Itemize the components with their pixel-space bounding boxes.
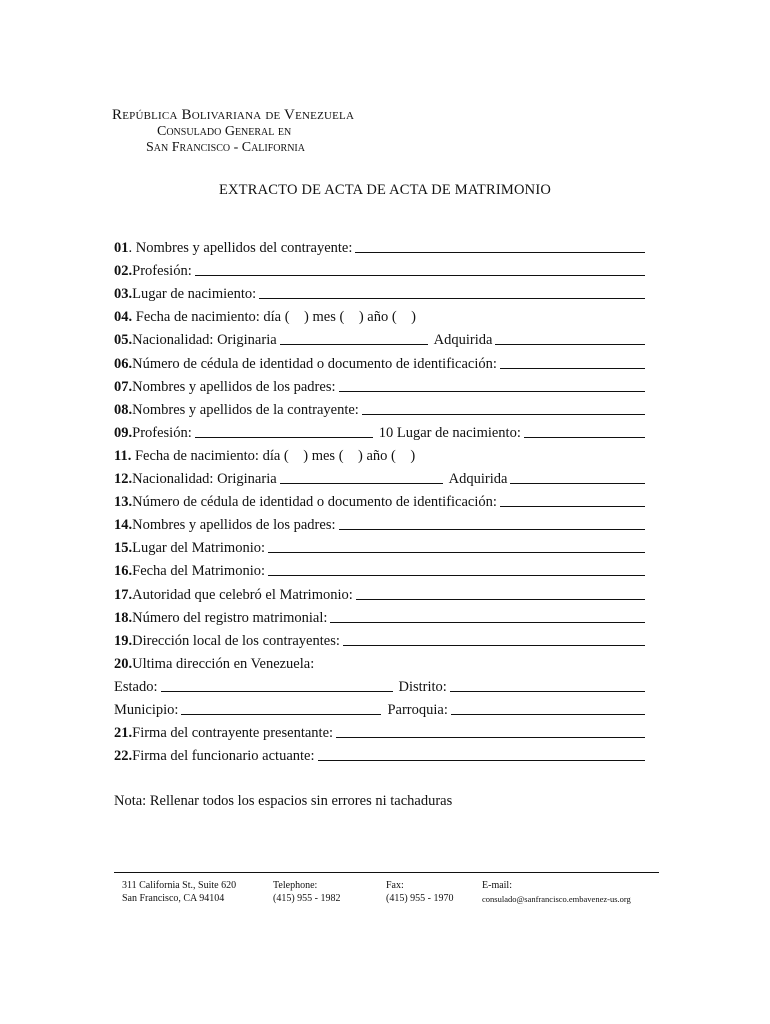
fill-line[interactable] xyxy=(259,297,645,299)
footer-divider xyxy=(114,872,659,873)
field-row xyxy=(114,465,645,488)
field-number: 08. xyxy=(114,401,133,418)
field-number: 07. xyxy=(114,378,133,395)
consulate-header xyxy=(112,107,354,156)
field-label: Firma del contrayente presentante: xyxy=(132,725,334,742)
field-number: 22. xyxy=(114,748,133,765)
field-label: Nombres y apellidos de la contrayente: xyxy=(132,401,359,418)
fill-line[interactable] xyxy=(336,736,645,738)
fill-line[interactable] xyxy=(195,274,645,276)
field-number: 16. xyxy=(114,563,133,580)
field-row xyxy=(114,696,645,719)
fill-line[interactable] xyxy=(343,644,645,646)
fax-label: Fax: xyxy=(386,880,404,891)
field-row xyxy=(114,580,645,603)
fill-line[interactable] xyxy=(355,251,645,253)
field-label: Nacionalidad: Originaria xyxy=(132,332,277,349)
field-row xyxy=(114,419,645,442)
field-number: 19. xyxy=(114,632,133,649)
field-label: Adquirida xyxy=(448,471,508,488)
field-number: 20. xyxy=(114,655,133,672)
field-label: Dirección local de los contrayentes: xyxy=(132,632,340,649)
field-label: Número de cédula de identidad o documento de identificación: xyxy=(132,355,497,372)
address-line-2: San Francisco, CA 94104 xyxy=(122,892,225,904)
fill-line[interactable] xyxy=(181,713,381,715)
fill-line[interactable] xyxy=(339,528,646,530)
telephone-number: (415) 955 - 1982 xyxy=(273,892,341,904)
field-row xyxy=(114,257,645,280)
fill-line[interactable] xyxy=(318,759,645,761)
field-row xyxy=(114,373,645,396)
fill-line[interactable] xyxy=(339,390,646,392)
field-row xyxy=(114,650,645,673)
field-number: 17. xyxy=(114,586,133,603)
field-label: Profesión: xyxy=(132,424,192,441)
field-number: 03. xyxy=(114,286,133,303)
fax-number: (415) 955 - 1970 xyxy=(386,892,454,904)
fill-line[interactable] xyxy=(450,690,645,692)
field-number: 01 xyxy=(114,240,129,257)
footer-fax xyxy=(386,880,454,905)
email-address[interactable]: consulado@sanfrancisco.embavenez-us.org xyxy=(482,893,631,904)
field-label: Adquirida xyxy=(433,332,493,349)
form-fields xyxy=(114,234,645,765)
field-row xyxy=(114,396,645,419)
field-row xyxy=(114,442,645,465)
field-number: 18. xyxy=(114,609,133,626)
field-label: Lugar del Matrimonio: xyxy=(132,540,266,557)
field-number: 13. xyxy=(114,494,133,511)
field-row xyxy=(114,349,645,372)
fill-line[interactable] xyxy=(268,551,645,553)
field-label: Ultima dirección en Venezuela: xyxy=(132,655,315,672)
consulate-location: San Francisco - California xyxy=(146,140,305,155)
field-number: 21. xyxy=(114,725,133,742)
field-row xyxy=(114,511,645,534)
fill-line[interactable] xyxy=(161,690,393,692)
footer-telephone xyxy=(273,880,341,905)
fill-line[interactable] xyxy=(500,505,645,507)
field-row xyxy=(114,719,645,742)
field-label: Nombres y apellidos de los padres: xyxy=(132,378,336,395)
field-label: Fecha de nacimiento: día ( ) mes ( ) año ( ) xyxy=(131,447,416,464)
fill-line[interactable] xyxy=(524,436,645,438)
field-row xyxy=(114,604,645,627)
field-row xyxy=(114,627,645,650)
field-row xyxy=(114,557,645,580)
field-row xyxy=(114,234,645,257)
field-number: 06. xyxy=(114,355,133,372)
field-number: 15. xyxy=(114,540,133,557)
fill-line[interactable] xyxy=(510,482,645,484)
field-number: 12. xyxy=(114,471,133,488)
field-number: 05. xyxy=(114,332,133,349)
field-label: Lugar de nacimiento: xyxy=(132,286,257,303)
fill-line[interactable] xyxy=(451,713,645,715)
email-label: E-mail: xyxy=(482,880,512,891)
address-line-1: 311 California St., Suite 620 xyxy=(122,880,237,891)
field-label: Firma del funcionario actuante: xyxy=(132,748,315,765)
field-row xyxy=(114,488,645,511)
consulate-name: Consulado General en xyxy=(157,124,292,139)
field-number: 02. xyxy=(114,263,133,280)
fill-line[interactable] xyxy=(195,436,373,438)
field-label: Distrito: xyxy=(398,678,447,695)
field-label: Autoridad que celebró el Matrimonio: xyxy=(132,586,353,603)
document-title: EXTRACTO DE ACTA DE ACTA DE MATRIMONIO xyxy=(218,182,552,198)
field-row xyxy=(114,326,645,349)
field-label: 10 Lugar de nacimiento: xyxy=(378,424,521,441)
field-label: Fecha de nacimiento: día ( ) mes ( ) año ( ) xyxy=(132,309,416,326)
fill-line[interactable] xyxy=(495,343,645,345)
field-row xyxy=(114,303,645,326)
footer-email xyxy=(482,880,631,905)
field-label: Nombres y apellidos de los padres: xyxy=(132,517,336,534)
field-row xyxy=(114,534,645,557)
fill-line[interactable] xyxy=(280,343,428,345)
field-row xyxy=(114,742,645,765)
field-number: 04. xyxy=(114,309,133,326)
field-label: Nacionalidad: Originaria xyxy=(132,471,277,488)
field-label: Número del registro matrimonial: xyxy=(132,609,328,626)
field-number: 14. xyxy=(114,517,133,534)
field-label: Municipio: xyxy=(114,701,179,718)
field-label: Fecha del Matrimonio: xyxy=(132,563,266,580)
field-row xyxy=(114,280,645,303)
field-number: 11. xyxy=(114,447,132,464)
fill-line[interactable] xyxy=(268,574,645,576)
field-label: Estado: xyxy=(114,678,158,695)
telephone-label: Telephone: xyxy=(273,880,318,891)
form-note: Nota: Rellenar todos los espacios sin errores ni tachaduras xyxy=(114,793,453,809)
field-number: 09. xyxy=(114,424,133,441)
field-label: . Nombres y apellidos del contrayente: xyxy=(128,240,353,257)
field-label: Número de cédula de identidad o documento de identificación: xyxy=(132,494,497,511)
country-name: República Bolivariana de Venezuela xyxy=(112,107,355,123)
fill-line[interactable] xyxy=(356,598,645,600)
footer-address xyxy=(122,880,236,905)
field-row xyxy=(114,673,645,696)
fill-line[interactable] xyxy=(330,621,645,623)
fill-line[interactable] xyxy=(280,482,443,484)
fill-line[interactable] xyxy=(500,367,645,369)
field-label: Profesión: xyxy=(132,263,192,280)
field-label: Parroquia: xyxy=(387,701,448,718)
fill-line[interactable] xyxy=(362,413,645,415)
